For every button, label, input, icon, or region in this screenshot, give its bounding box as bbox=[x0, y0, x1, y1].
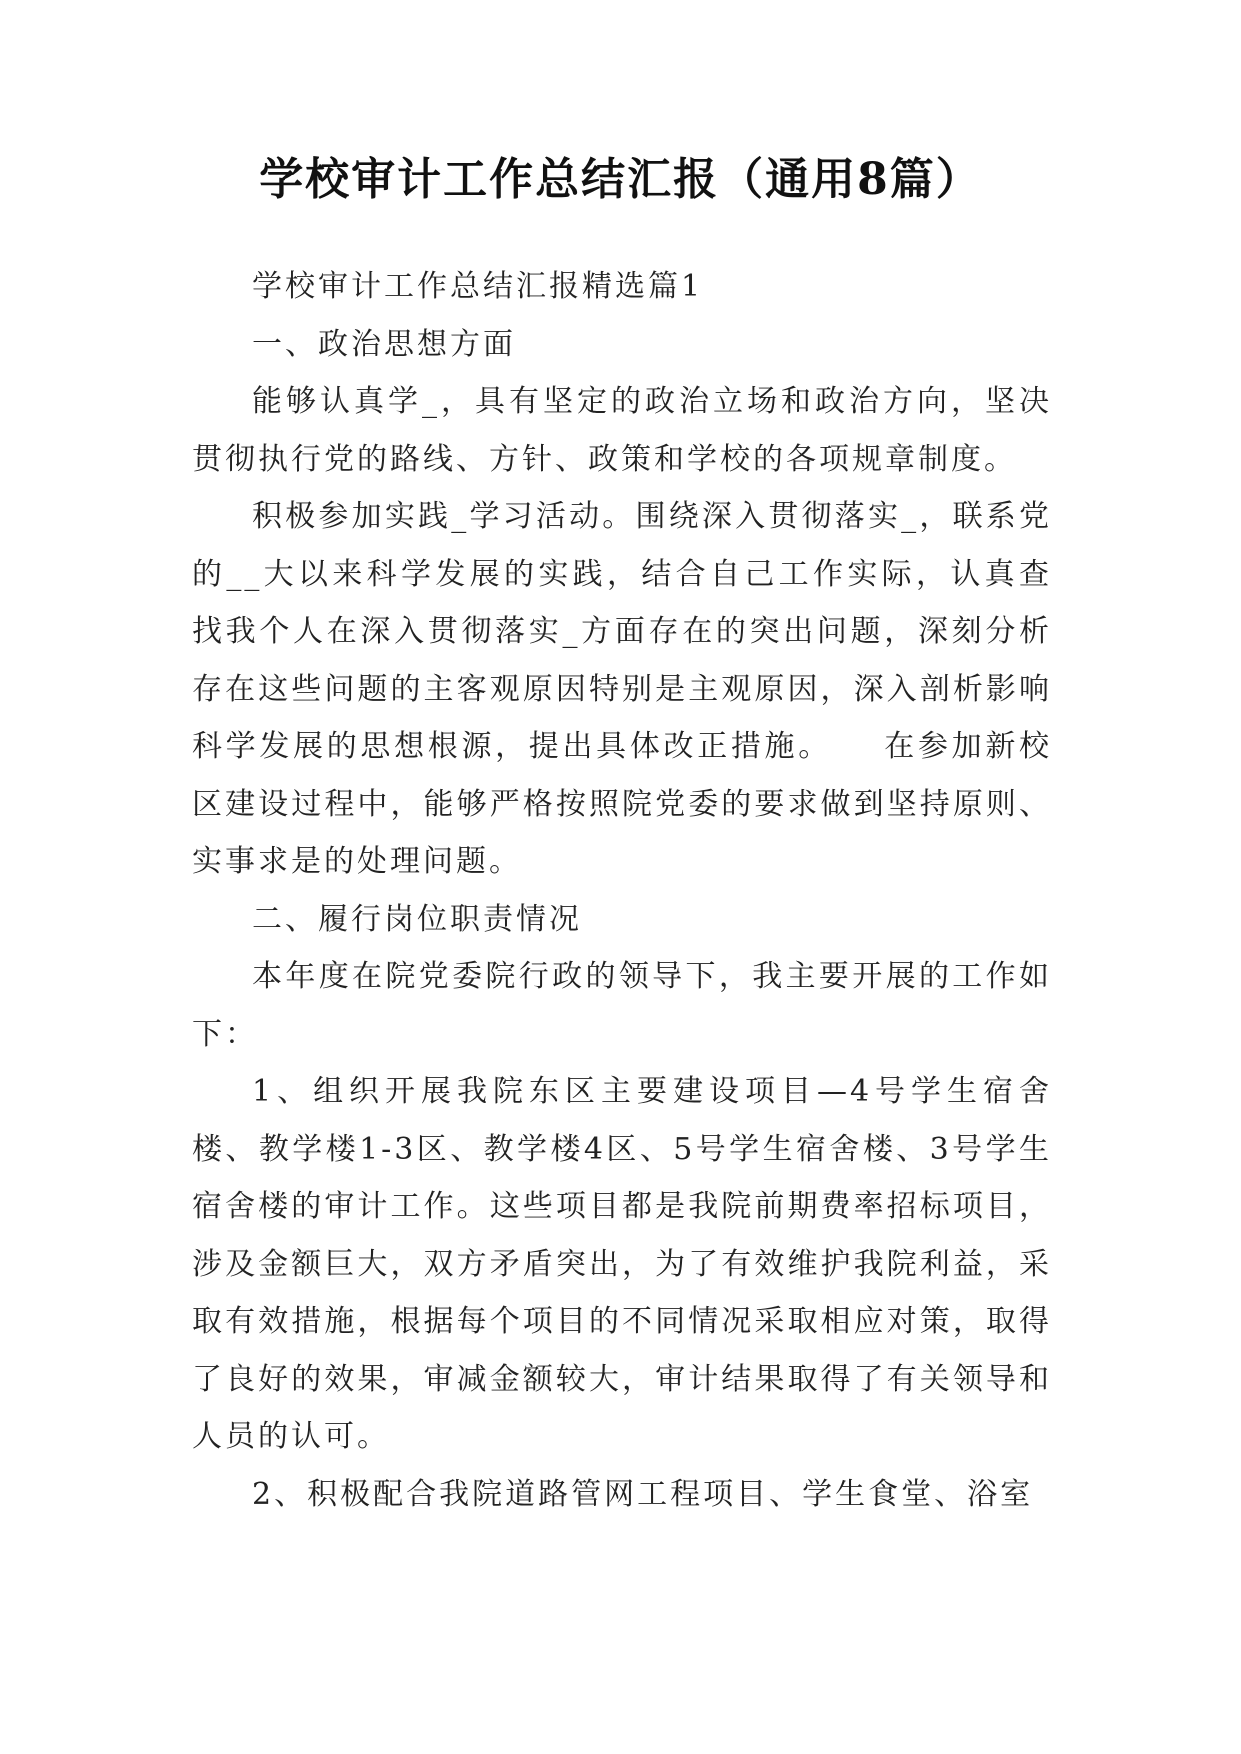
document-body bbox=[192, 258, 1052, 1523]
paragraph: 积极参加实践_学习活动。围绕深入贯彻落实_，联系党的__大以来科学发展的实践，结合自己工作实际，认真查找我个人在深入贯彻落实_方面存在的突出问题，深刻分析存在这些问题的主客观原因特别是主观原因，深入剖析影响科学发展的思想根源，提出具体改正措施。 在参加新校区建设过程中，能够严格按照院党委的要求做到坚持原则、实事求是的处理问题。 bbox=[192, 499, 1052, 879]
subheading-duties: 二、履行岗位职责情况 bbox=[252, 901, 582, 937]
paragraph: 能够认真学_，具有坚定的政治立场和政治方向，坚决贯彻执行党的路线、方针、政策和学校的各项规章制度。 bbox=[192, 384, 1052, 477]
list-item: 2、积极配合我院道路管网工程项目、学生食堂、浴室 bbox=[252, 1476, 1034, 1512]
subheading-political: 一、政治思想方面 bbox=[252, 326, 516, 362]
page-title: 学校审计工作总结汇报（通用8篇） bbox=[259, 154, 982, 205]
list-item: 1、组织开展我院东区主要建设项目—4号学生宿舍楼、教学楼1-3区、教学楼4区、5号学生宿舍楼、3号学生宿舍楼的审计工作。这些项目都是我院前期费率招标项目，涉及金额巨大，双方矛盾突出，为了有效维护我院利益，采取有效措施，根据每个项目的不同情况采取相应对策，取得了良好的效果，审减金额较大，审计结果取得了有关领导和人员的认可。 bbox=[192, 1074, 1052, 1454]
paragraph: 本年度在院党委院行政的领导下，我主要开展的工作如下： bbox=[192, 959, 1052, 1052]
section-heading: 学校审计工作总结汇报精选篇1 bbox=[252, 269, 704, 304]
